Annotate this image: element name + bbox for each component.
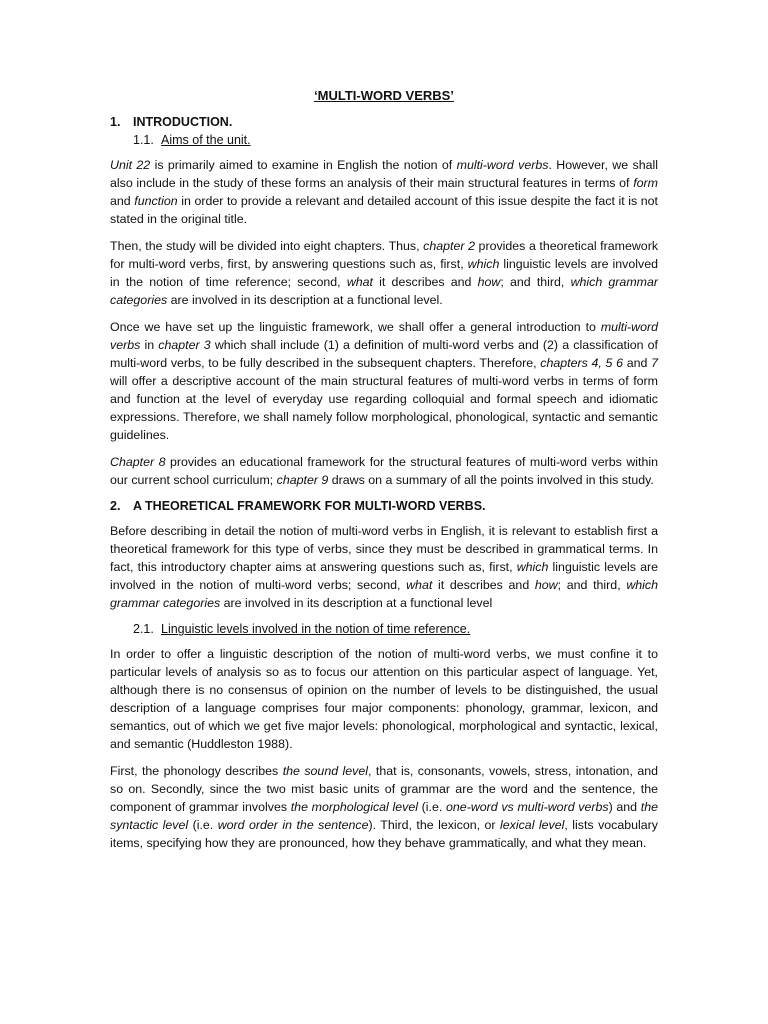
- section-1-heading: [110, 115, 658, 129]
- subsection-1-1-heading: [133, 133, 658, 147]
- paragraph-7: First, the phonology describes the sound level, that is, consonants, vowels, stress, intonation, and so on. Secondly, since the two mist basic units of grammar are the word and the sentence, the component of grammar involves the morphological level (i.e. one-word vs multi-word verbs) and the syntactic level (i.e. word order in the sentence). Third, the lexicon, or lexical level, lists vocabulary items, specifying how they are pronounced, how they behave grammatically, and what they mean.: [110, 764, 658, 850]
- paragraph-4: Chapter 8 provides an educational framework for the structural features of multi-word verbs within our current school curriculum; chapter 9 draws on a summary of all the points involved in this study.: [110, 455, 658, 487]
- paragraph-1: Unit 22 is primarily aimed to examine in English the notion of multi-word verbs. However, we shall also include in the study of these forms an analysis of their main structural features in terms of form and function in order to provide a relevant and detailed account of this issue despite the fact it is not stated in the original title.: [110, 158, 658, 226]
- section-title: A THEORETICAL FRAMEWORK FOR MULTI-WORD VERBS.: [133, 499, 486, 514]
- subsection-title: Linguistic levels involved in the notion of time reference.: [161, 622, 471, 637]
- paragraph-6: In order to offer a linguistic description of the notion of multi-word verbs, we must confine it to particular levels of analysis so as to focus our attention on this particular aspect of language. Yet, although there is no consensus of opinion on the number of levels to be distinguished, the usual description of a language comprises four major components: phonology, grammar, lexicon, and semantics, out of which we get five major levels: phonological, morphological and syntactic, lexical, and semantic (Huddleston 1988).: [110, 647, 658, 751]
- subsection-2-1-heading: [133, 622, 658, 636]
- paragraph-3: Once we have set up the linguistic framework, we shall offer a general introduction to multi-word verbs in chapter 3 which shall include (1) a definition of multi-word verbs and (2) a classification of multi-word verbs, to be fully described in the subsequent chapters. Therefore, chapters 4, 5 6 and 7 will offer a descriptive account of the main structural features of multi-word verbs in terms of form and function at the level of everyday use regarding colloquial and formal speech and idiomatic expressions. Therefore, we shall namely follow morphological, phonological, syntactic and semantic guidelines.: [110, 320, 658, 442]
- paragraph-5: Before describing in detail the notion of multi-word verbs in English, it is relevant to establish first a theoretical framework for this type of verbs, since they must be described in grammatical terms. In fact, this introductory chapter aims at answering questions such as, first, which linguistic levels are involved in the notion of multi-word verbs; second, what it describes and how; and third, which grammar categories are involved in its description at a functional level: [110, 524, 658, 611]
- section-2-heading: [110, 499, 658, 513]
- section-title: INTRODUCTION.: [133, 115, 233, 129]
- subsection-title: Aims of the unit.: [161, 133, 251, 147]
- section-number: 1.: [110, 115, 121, 129]
- document-title: ‘MULTI-WORD VERBS’: [314, 88, 454, 103]
- paragraph-2: Then, the study will be divided into eight chapters. Thus, chapter 2 provides a theoretical framework for multi-word verbs, first, by answering questions such as, first, which linguistic levels are involved in the notion of time reference; second, what it describes and how; and third, which grammar categories are involved in its description at a functional level.: [110, 239, 659, 307]
- subsection-number: 1.1.: [133, 133, 154, 147]
- subsection-number: 2.1.: [133, 622, 154, 637]
- section-number: 2.: [110, 499, 121, 514]
